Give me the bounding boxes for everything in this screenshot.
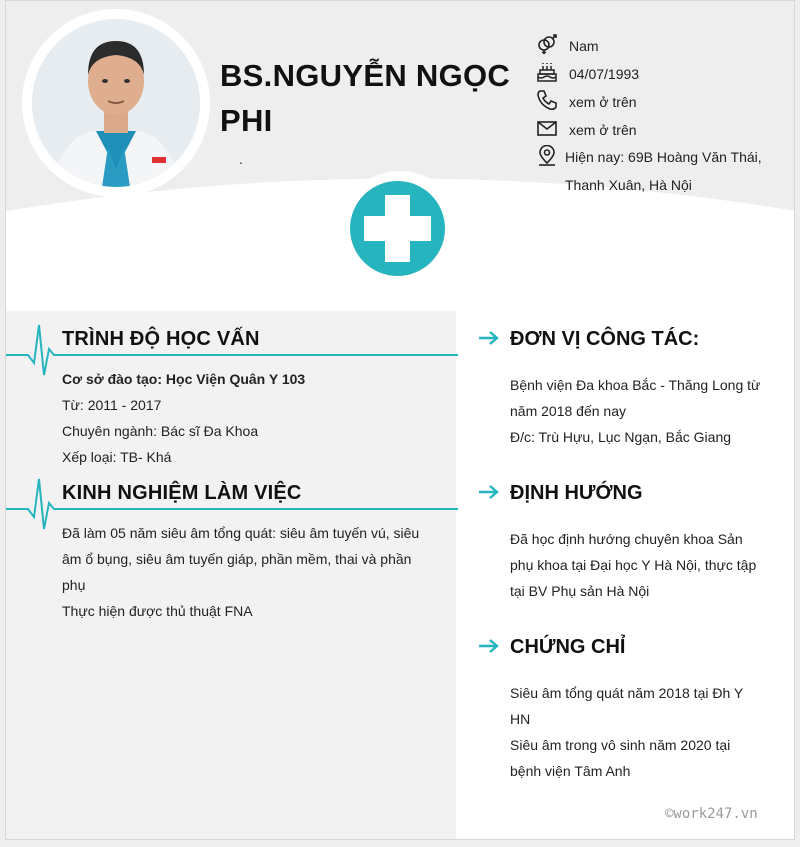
workplace-details: [510, 372, 762, 450]
name-line-1: BS.NGUYỄN NGỌC: [220, 58, 511, 93]
gender-row: [536, 31, 786, 59]
experience-line: âm ổ bụng, siêu âm tuyến giáp, phần mềm, thai và phần: [62, 551, 412, 567]
arrow-right-icon: [478, 484, 500, 500]
envelope-icon: [536, 117, 558, 139]
experience-line: Đã làm 05 năm siêu âm tổng quát: siêu âm tuyến vú, siêu: [62, 525, 420, 541]
education-major: Chuyên ngành: Bác sĩ Đa Khoa: [62, 423, 259, 439]
medical-cross-icon: [350, 181, 445, 276]
certificate-line: Siêu âm trong vô sinh năm 2020 tại: [510, 737, 731, 753]
certificate-line: Siêu âm tổng quát năm 2018 tại Đh Y: [510, 685, 744, 701]
arrow-right-icon: [478, 330, 500, 346]
workplace-title: ĐƠN VỊ CÔNG TÁC:: [510, 328, 700, 350]
gender-icon: [536, 33, 558, 55]
workplace-line: Bệnh viện Đa khoa Bắc - Thăng Long từ: [510, 377, 761, 393]
birthday-row: [536, 59, 786, 87]
email-row: [536, 115, 786, 143]
avatar: [32, 19, 200, 187]
certificate-line: bệnh viện Tâm Anh: [510, 763, 631, 779]
certificates-details: [510, 680, 762, 784]
education-title: TRÌNH ĐỘ HỌC VẤN: [62, 328, 260, 350]
orientation-line: phụ khoa tại Đại học Y Hà Nội, thực tập: [510, 557, 757, 573]
orientation-title: ĐỊNH HƯỚNG: [510, 482, 643, 504]
experience-line: Thực hiện được thủ thuật FNA: [62, 603, 253, 619]
address-line-1: Hiện nay: 69B Hoàng Văn Thái,: [565, 149, 762, 165]
cv-page: [5, 0, 795, 840]
cake-icon: [536, 61, 558, 83]
map-pin-icon: [536, 145, 558, 167]
certificates-title: CHỨNG CHỈ: [510, 636, 626, 658]
orientation-line: tại BV Phụ sản Hà Nội: [510, 583, 650, 599]
address-row: [536, 143, 786, 199]
education-school: Cơ sở đào tạo: Học Viện Quân Y 103: [62, 371, 306, 387]
address-line-2: Thanh Xuân, Hà Nội: [565, 177, 692, 193]
experience-title: KINH NGHIỆM LÀM VIỆC: [62, 482, 302, 504]
arrow-right-icon: [478, 638, 500, 654]
certificate-line: HN: [510, 711, 531, 727]
birthday-text: 04/07/1993: [569, 66, 640, 82]
education-years: Từ: 2011 - 2017: [62, 397, 162, 413]
phone-icon: [536, 89, 558, 111]
watermark: ©work247.vn: [665, 806, 758, 822]
experience-details: [62, 520, 419, 624]
workplace-line: Đ/c: Trù Hựu, Lục Ngạn, Bắc Giang: [510, 429, 732, 445]
gender-text: Nam: [569, 38, 599, 54]
education-grade: Xếp loại: TB- Khá: [62, 449, 172, 465]
experience-line: phụ: [62, 577, 86, 593]
doctor-name: [220, 53, 520, 143]
education-details: [62, 366, 305, 470]
orientation-line: Đã học định hướng chuyên khoa Sản: [510, 531, 743, 547]
address-text: [565, 143, 762, 199]
phone-row: [536, 87, 786, 115]
workplace-line: năm 2018 đến nay: [510, 403, 626, 419]
name-line-2: PHI: [220, 103, 273, 138]
phone-text: xem ở trên: [569, 94, 637, 110]
email-text: xem ở trên: [569, 122, 637, 138]
orientation-details: [510, 526, 762, 604]
dot-mark: .: [239, 151, 243, 167]
personal-info: [536, 31, 786, 199]
